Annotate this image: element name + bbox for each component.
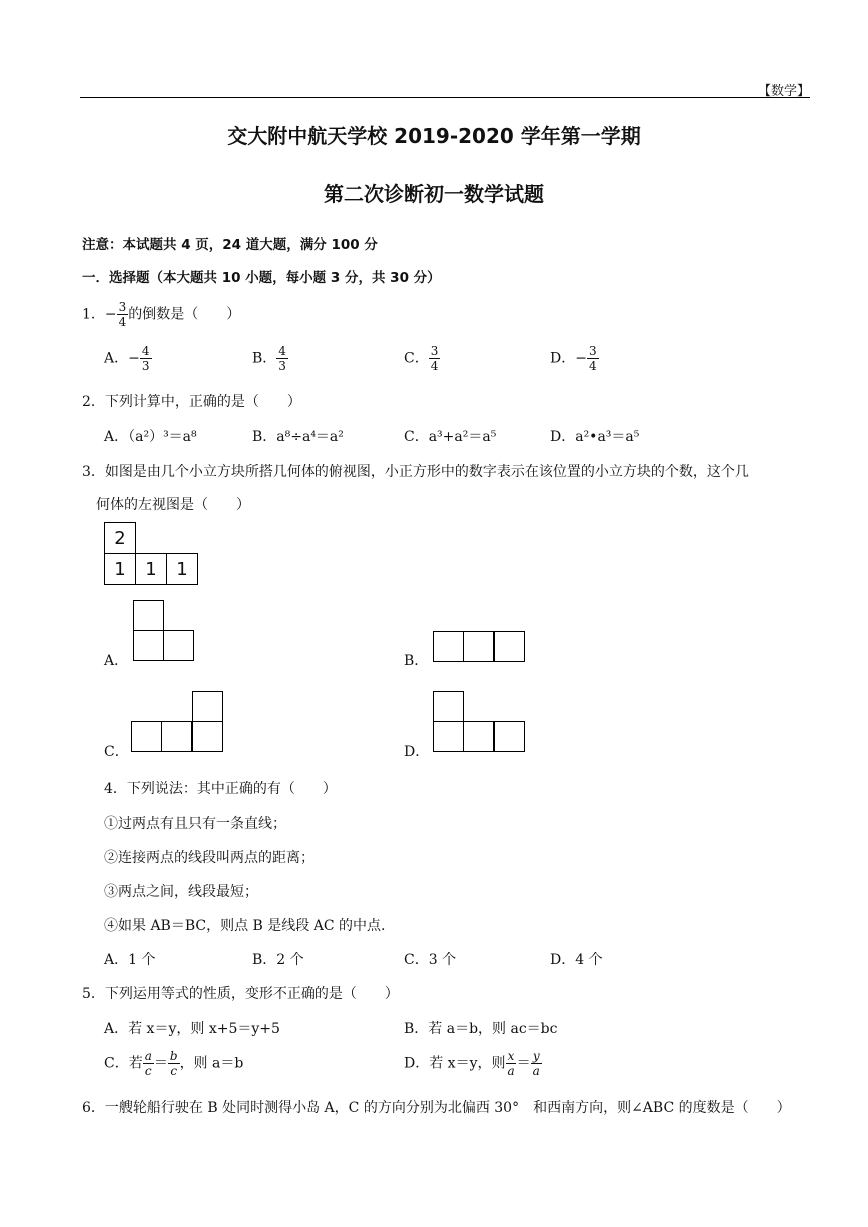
q1-option-a: A．− $\frac{4}{3}$ <box>104 344 150 373</box>
question-6: 6．一艘轮船行驶在 B 处同时测得小岛 A，C 的方向分别为北偏西 30° 和西南方向，则∠ABC 的度数是（ ） <box>82 1100 791 1116</box>
q4-option-a: A．1 个 <box>104 952 156 968</box>
q5-option-c: C．若 $\frac{a}{c}$ ＝ $\frac{b}{c}$ ，则 a＝b <box>104 1049 244 1078</box>
grid-cell: 1 <box>166 553 198 585</box>
q2-option-b: B．a⁸÷a⁴＝a² <box>252 429 344 445</box>
q2-option-a: A．（a²）³＝a⁸ <box>104 429 197 445</box>
cube-square <box>494 721 525 752</box>
question-3-line1: 3．如图是由几个小立方块所搭几何体的俯视图，小正方形中的数字表示在该位置的小立方块的个数，这个几 <box>82 464 749 480</box>
q4-statement-1: ①过两点有且只有一条直线； <box>104 816 286 832</box>
q1-option-c: C． $\frac{3}{4}$ <box>404 344 439 373</box>
grid-cell: 2 <box>104 522 136 554</box>
grid-cell: 1 <box>135 553 167 585</box>
cube-square <box>433 691 464 722</box>
q3-option-d-label: D． <box>404 744 430 760</box>
q4-option-c: C．3 个 <box>404 952 457 968</box>
q5-option-b: B．若 a＝b，则 ac＝bc <box>404 1021 558 1037</box>
q5-option-d: D．若 x＝y，则 $\frac{x}{a}$ ＝ $\frac{y}{a}$ <box>404 1049 540 1078</box>
question-2: 2．下列计算中，正确的是（ ） <box>82 394 301 410</box>
cube-square <box>133 600 164 631</box>
cube-square <box>192 721 223 752</box>
question-3-line2: 何体的左视图是（ ） <box>96 497 250 513</box>
q4-option-b: B．2 个 <box>252 952 304 968</box>
cube-square <box>161 721 192 752</box>
cube-square <box>463 721 494 752</box>
subject-tag: 【数学】 <box>757 84 810 99</box>
question-1: 1．− $\frac{3}{4}$ 的倒数是（ ） <box>82 300 241 329</box>
exam-subtitle: 第二次诊断初一数学试题 <box>324 182 544 206</box>
q3-option-b-label: B． <box>404 653 429 669</box>
cube-square <box>192 691 223 722</box>
section-heading: 一．选择题（本大题共 10 小题，每小题 3 分，共 30 分） <box>82 270 441 286</box>
q4-statement-3: ③两点之间，线段最短； <box>104 884 258 900</box>
q4-option-d: D．4 个 <box>550 952 603 968</box>
q4-statement-2: ②连接两点的线段叫两点的距离； <box>104 850 314 866</box>
q4-statement-4: ④如果 AB＝BC，则点 B 是线段 AC 的中点. <box>104 918 386 934</box>
cube-square <box>163 630 194 661</box>
header-rule <box>80 97 810 98</box>
cube-square <box>131 721 162 752</box>
cube-square <box>463 631 494 662</box>
cube-square <box>433 631 464 662</box>
question-5: 5．下列运用等式的性质，变形不正确的是（ ） <box>82 986 399 1002</box>
q2-option-d: D．a²•a³＝a⁵ <box>550 429 640 445</box>
question-4: 4．下列说法：其中正确的有（ ） <box>104 781 337 797</box>
exam-notice: 注意：本试题共 4 页，24 道大题，满分 100 分 <box>82 237 378 253</box>
q1-option-b: B． $\frac{4}{3}$ <box>252 344 286 373</box>
q2-option-c: C．a³+a²＝a⁵ <box>404 429 497 445</box>
q5-option-a: A．若 x＝y，则 x+5＝y+5 <box>104 1021 280 1037</box>
grid-cell: 1 <box>104 553 136 585</box>
cube-square <box>433 721 464 752</box>
cube-square <box>494 631 525 662</box>
exam-title: 交大附中航天学校 2019-2020 学年第一学期 <box>227 124 641 148</box>
q3-option-c-label: C． <box>104 744 129 760</box>
cube-square <box>133 630 164 661</box>
q3-option-a-label: A． <box>104 653 129 669</box>
q1-option-d: D．− $\frac{3}{4}$ <box>550 344 597 373</box>
